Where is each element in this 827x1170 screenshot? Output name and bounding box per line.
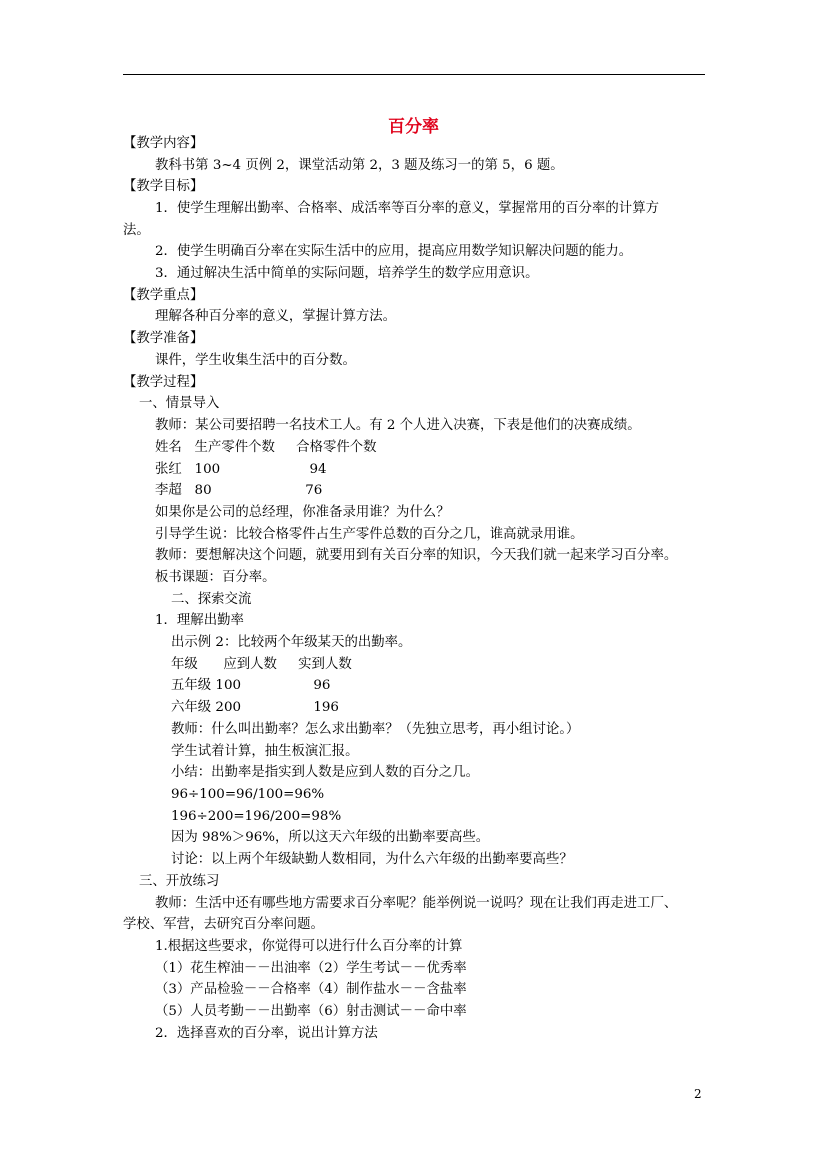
text-line: 教师：某公司要招聘一名技术工人。有 2 个人进入决赛，下表是他们的决赛成绩。 (155, 418, 641, 433)
text-line: 【教学重点】 (123, 288, 204, 303)
page-title: 百分率 (388, 117, 439, 137)
text-line: 法。 (123, 223, 150, 238)
text-line: 1．理解出勤率 (155, 613, 244, 628)
text-line: 李超 80 76 (155, 483, 323, 498)
text-line: 小结：出勤率是指实到人数是应到人数的百分之几。 (171, 765, 479, 780)
text-line: 讨论：以上两个年级缺勤人数相同，为什么六年级的出勤率要高些？ (171, 852, 573, 867)
text-line: 六年级 200 196 (171, 700, 339, 715)
text-line: 五年级 100 96 (171, 678, 331, 693)
text-line: 教科书第 3~4 页例 2，课堂活动第 2，3 题及练习一的第 5，6 题。 (155, 158, 564, 173)
text-line: 【教学准备】 (123, 331, 204, 346)
header-rule (123, 74, 705, 75)
text-line: 2．选择喜欢的百分率，说出计算方法 (155, 1026, 378, 1041)
text-line: （5）人员考勤－－出勤率（6）射击测试－－命中率 (155, 1004, 467, 1019)
text-line: 引导学生说：比较合格零件占生产零件总数的百分之几，谁高就录用谁。 (155, 527, 584, 542)
text-line: 教师：生活中还有哪些地方需要求百分率呢？能举例说一说吗？现在让我们再走进工厂、 (155, 896, 678, 911)
text-line: 【教学内容】 (123, 136, 204, 151)
text-line: 年级 应到人数 实到人数 (171, 657, 352, 672)
text-line: 96÷100=96/100=96% (171, 787, 325, 802)
text-line: 学生试着计算，抽生板演汇报。 (171, 744, 359, 759)
text-line: 教师：什么叫出勤率？怎么求出勤率？（先独立思考，再小组讨论。） (171, 722, 580, 737)
text-line: 【教学目标】 (123, 179, 204, 194)
text-line: 1.根据这些要求，你觉得可以进行什么百分率的计算 (155, 939, 463, 954)
text-line: 因为 98%＞96%，所以这天六年级的出勤率要高些。 (171, 830, 490, 845)
text-line: 出示例 2：比较两个年级某天的出勤率。 (171, 635, 412, 650)
text-line: 如果你是公司的总经理，你准备录用谁？为什么？ (155, 505, 450, 520)
text-line: 二、探索交流 (171, 592, 252, 607)
text-line: 教师：要想解决这个问题，就要用到有关百分率的知识，今天我们就一起来学习百分率。 (155, 548, 678, 563)
text-line: 课件，学生收集生活中的百分数。 (155, 353, 356, 368)
text-line: 2．使学生明确百分率在实际生活中的应用，提高应用数学知识解决问题的能力。 (155, 244, 633, 259)
text-line: （1）花生榨油－－出油率（2）学生考试－－优秀率 (155, 961, 467, 976)
text-line: 三、开放练习 (139, 874, 220, 889)
text-line: （3）产品检验－－合格率（4）制作盐水－－含盐率 (155, 982, 467, 997)
text-line: 理解各种百分率的意义，掌握计算方法。 (155, 309, 397, 324)
page-number: 2 (694, 1087, 702, 1101)
text-line: 张红 100 94 (155, 462, 327, 477)
text-line: 姓名 生产零件个数 合格零件个数 (155, 440, 377, 455)
text-line: 3．通过解决生活中简单的实际问题，培养学生的数学应用意识。 (155, 266, 539, 281)
text-line: 一、情景导入 (139, 396, 220, 411)
text-line: 板书课题：百分率。 (155, 570, 276, 585)
text-line: 196÷200=196/200=98% (171, 809, 342, 824)
text-line: 【教学过程】 (123, 375, 204, 390)
text-line: 1．使学生理解出勤率、合格率、成活率等百分率的意义，掌握常用的百分率的计算方 (155, 201, 659, 216)
text-line: 学校、军营，去研究百分率问题。 (123, 917, 324, 932)
